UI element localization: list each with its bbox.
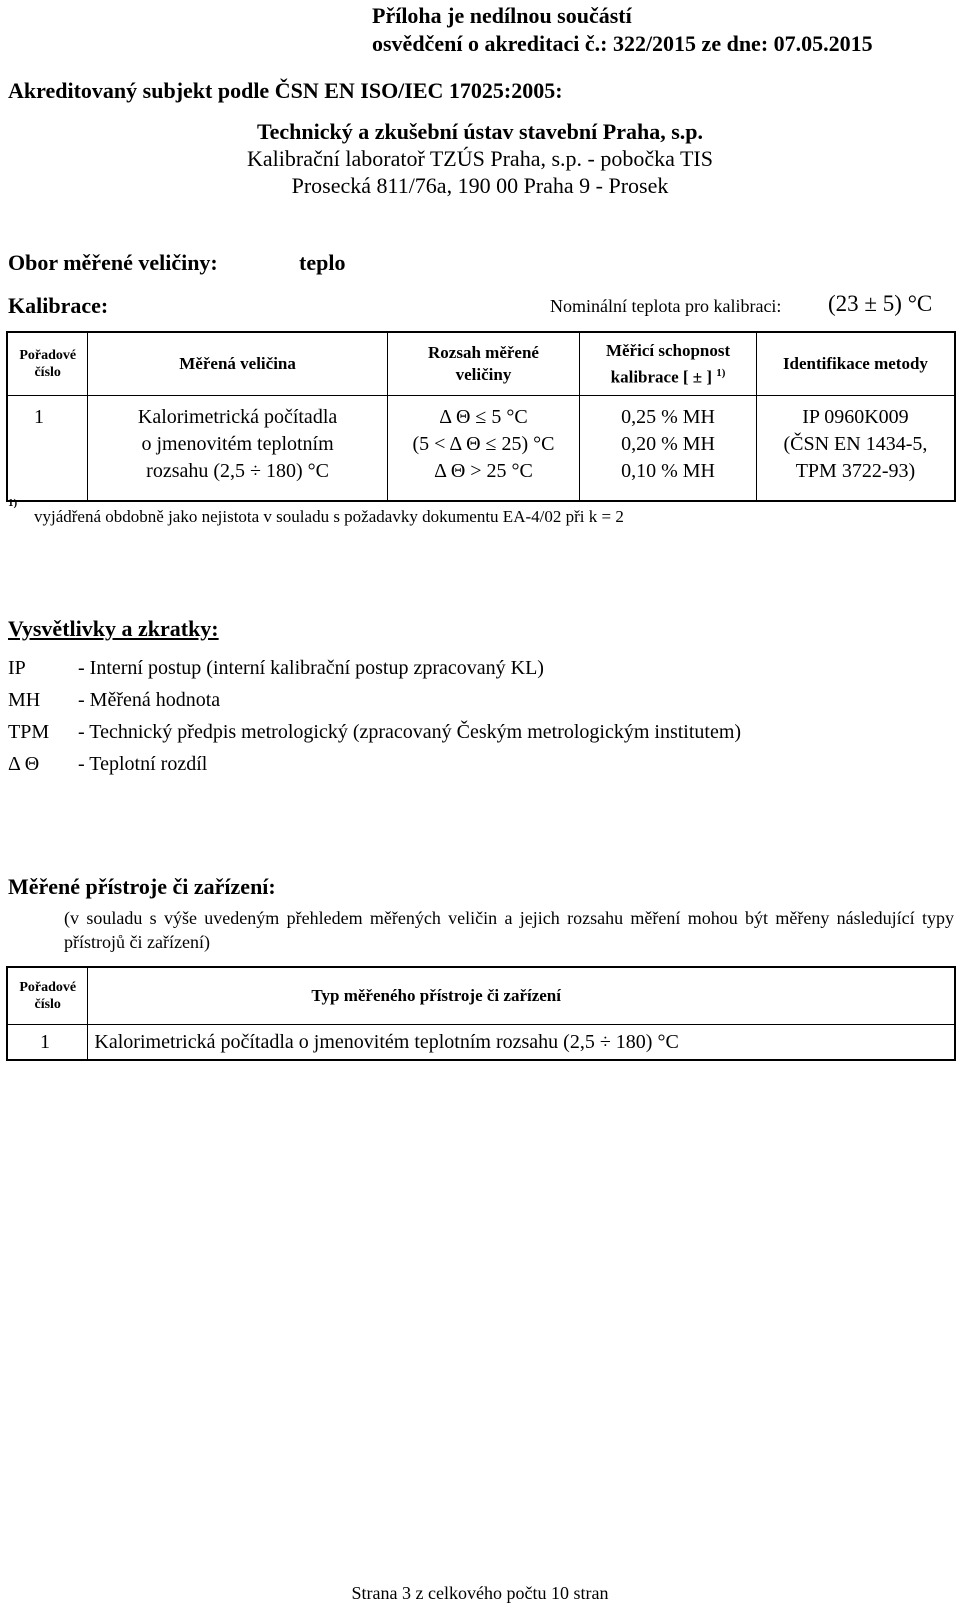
- devices-header-type: Typ měřeného přístroje či zařízení: [88, 967, 955, 1025]
- header-capability: Měřicí schopnost kalibrace [ ± ] $^{1)}$: [580, 332, 757, 396]
- header-quantity: Měřená veličina: [88, 332, 387, 396]
- row-method: IP 0960K009 (ČSN EN 1434-5, TPM 3722-93): [756, 396, 955, 502]
- devices-title: Měřené přístroje či zařízení:: [8, 874, 276, 899]
- table-row: [7, 1025, 955, 1061]
- row-quantity: Kalorimetrická počítadla o jmenovitém teplotním rozsahu (2,5 ÷ 180) °C: [88, 396, 387, 502]
- institute-name: Technický a zkušební ústav stavební Praha, s.p.: [256, 119, 703, 144]
- row-capability: 0,25 % MH 0,20 % MH 0,10 % MH: [580, 396, 757, 502]
- abbr-term-tpm: TPM: [8, 721, 50, 743]
- abbr-def-delta-theta: - Teplotní rozdíl: [78, 753, 208, 775]
- abbreviations-title: Vysvětlivky a zkratky:: [8, 616, 219, 641]
- devices-row-type: Kalorimetrická počítadla o jmenovitém teplotním rozsahu (2,5 ÷ 180) °C: [88, 1025, 955, 1061]
- annex-line-1: Příloha je nedílnou součástí: [372, 3, 632, 28]
- accredited-subject: Akreditovaný subjekt podle ČSN EN ISO/IEC 17025:2005:: [8, 78, 563, 103]
- abbr-def-tpm: - Technický předpis metrologický (zpracovaný Českým metrologickým institutem): [78, 721, 742, 743]
- nominal-temperature-value: (23 ± 5) °C: [828, 291, 933, 316]
- footnote: [8, 497, 624, 526]
- devices-note: (v souladu s výše uvedeným přehledem měřených veličin a jejich rozsahu měření mohou být měřeny následující typy přístrojů či zařízení): [64, 908, 954, 952]
- abbr-term-delta-theta: Δ Θ: [8, 753, 40, 775]
- calibration-table-header: [7, 332, 955, 396]
- row-range: Δ Θ ≤ 5 °C (5 < Δ Θ ≤ 25) °C Δ Θ > 25 °C: [387, 396, 580, 502]
- footnote-ref: 1): [716, 366, 726, 379]
- abbr-def-mh: - Měřená hodnota: [78, 689, 221, 711]
- annex-note: [372, 2, 952, 58]
- annex-line-2: osvědčení o akreditaci č.: 322/2015 ze dne: 07.05.2015: [372, 31, 873, 56]
- devices-table: [6, 966, 956, 1061]
- laboratory-name: Kalibrační laboratoř TZÚS Praha, s.p. - pobočka TIS: [247, 146, 713, 171]
- devices-header-order: Pořadové číslo: [7, 967, 88, 1025]
- calibration-table: [6, 331, 956, 502]
- footnote-text: vyjádřená obdobně jako nejistota v souladu s požadavky dokumentu EA-4/02 při k = 2: [34, 507, 624, 526]
- abbr-term-ip: IP: [8, 657, 26, 679]
- abbr-def-ip: - Interní postup (interní kalibrační postup zpracovaný KL): [78, 657, 544, 679]
- table-row: [7, 396, 955, 502]
- header-method: Identifikace metody: [756, 332, 955, 396]
- calibration-label: Kalibrace:: [8, 293, 109, 318]
- laboratory-address: Prosecká 811/76a, 190 00 Praha 9 - Prosek: [291, 173, 669, 198]
- institute-block: [8, 118, 952, 199]
- devices-table-header: [7, 967, 955, 1025]
- page-footer: Strana 3 z celkového počtu 10 stran: [351, 1583, 609, 1603]
- footnote-mark: 1): [8, 497, 18, 509]
- devices-row-order: 1: [7, 1025, 88, 1061]
- header-order: Pořadové číslo: [7, 332, 88, 396]
- field-value: teplo: [299, 250, 346, 275]
- abbr-term-mh: MH: [8, 689, 41, 711]
- field-label: Obor měřené veličiny:: [8, 250, 218, 275]
- header-range: Rozsah měřené veličiny: [387, 332, 580, 396]
- row-order: 1: [7, 396, 88, 502]
- nominal-temperature-label: Nominální teplota pro kalibraci:: [550, 296, 782, 316]
